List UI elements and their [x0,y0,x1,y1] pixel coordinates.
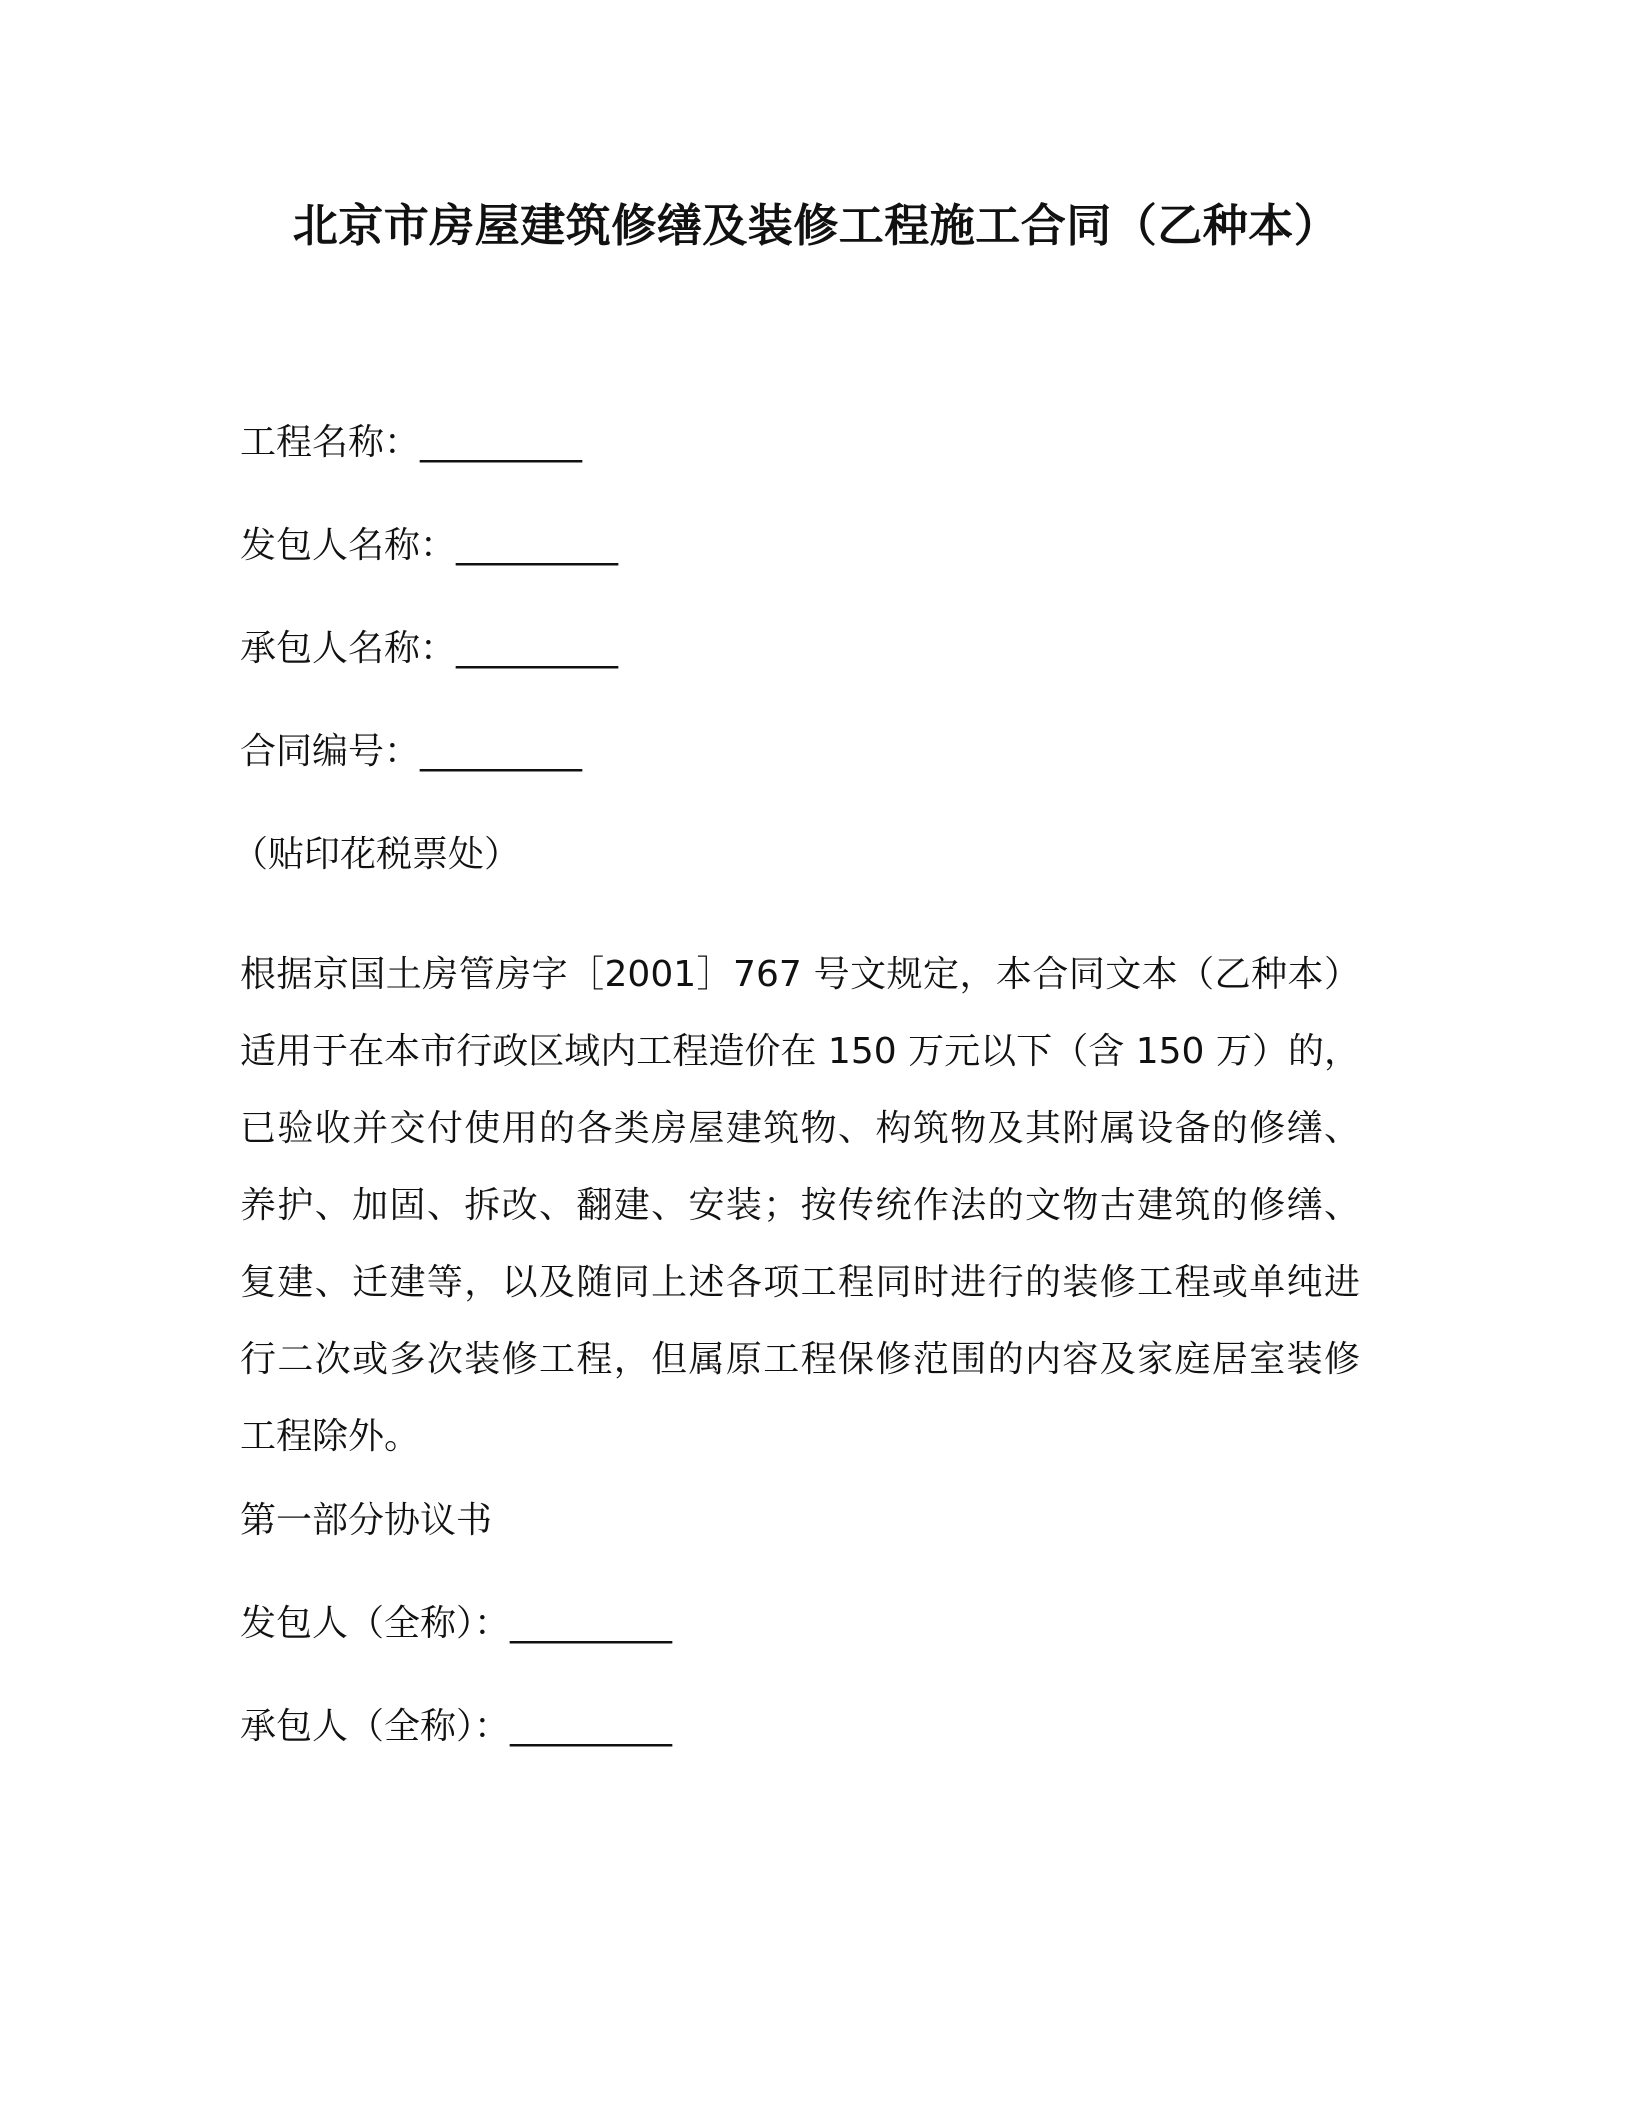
intro-line: 根据京国土房管房字［2001］767 号文规定，本合同文本（乙种本） [240,954,1360,995]
intro-line: 已验收并交付使用的各类房屋建筑物、构筑物及其附属设备的修缮、 [240,1108,1360,1149]
employer-full-name-field: 发包人（全称）：_________ [240,1603,673,1644]
document-title: 北京市房屋建筑修缮及装修工程施工合同（乙种本） [292,199,1340,252]
stamp-tax-note: （贴印花税票处） [232,834,521,875]
contractor-name-field: 承包人名称：_________ [240,628,619,669]
project-name-field: 工程名称：_________ [240,422,583,463]
intro-line: 适用于在本市行政区域内工程造价在 150 万元以下（含 150 万）的， [240,1031,1360,1072]
intro-line: 养护、加固、拆改、翻建、安装；按传统作法的文物古建筑的修缮、 [240,1185,1360,1226]
employer-name-field: 发包人名称：_________ [240,525,619,566]
intro-paragraph [240,936,1360,1475]
intro-line: 复建、迁建等，以及随同上述各项工程同时进行的装修工程或单纯进 [240,1262,1360,1303]
intro-line: 工程除外。 [240,1416,421,1457]
section-heading: 第一部分协议书 [240,1500,493,1541]
intro-line: 行二次或多次装修工程，但属原工程保修范围的内容及家庭居室装修 [240,1339,1360,1380]
contract-number-field: 合同编号：_________ [240,731,583,772]
contractor-full-name-field: 承包人（全称）：_________ [240,1706,673,1747]
